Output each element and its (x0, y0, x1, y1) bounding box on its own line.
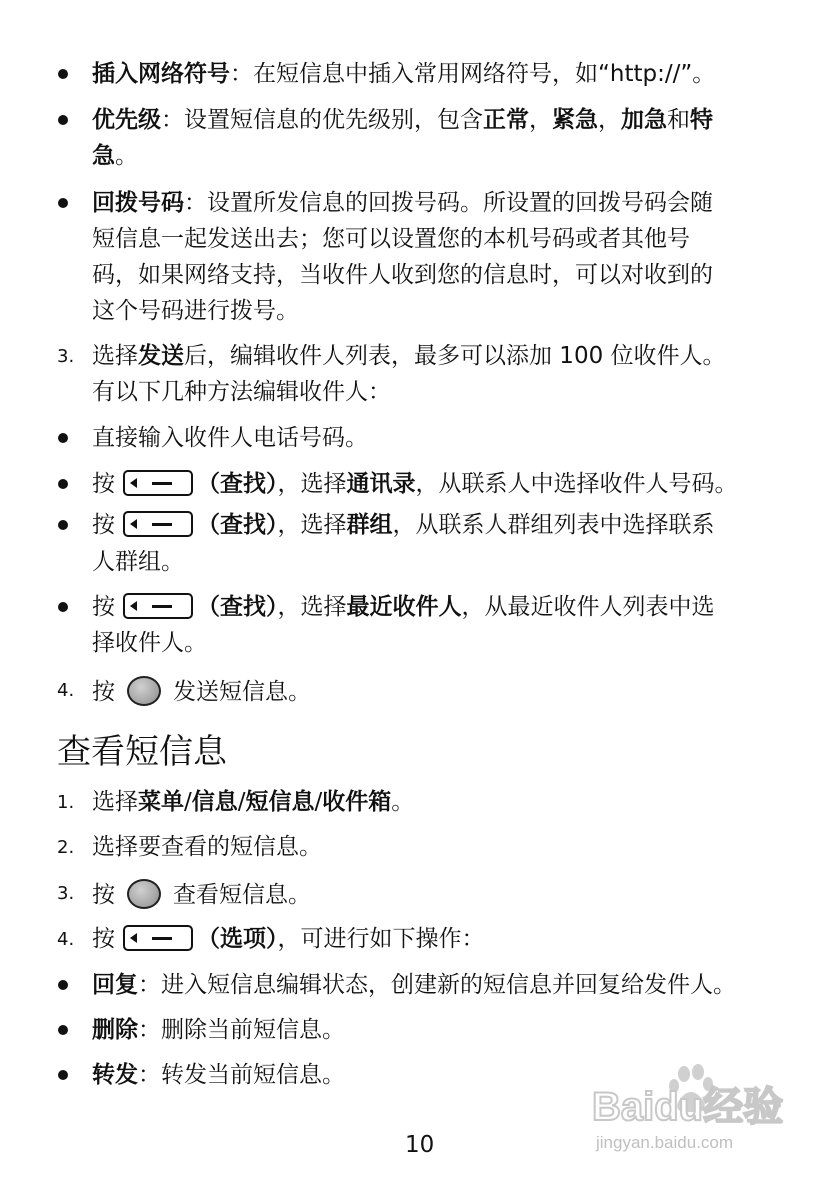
term-find: （查找） (197, 594, 278, 620)
term-priority: 优先级 (92, 107, 161, 133)
step-number: 4. (57, 680, 75, 701)
sep: ， (598, 107, 621, 133)
op-forward (92, 1061, 345, 1089)
arrow-left-icon (130, 933, 137, 943)
watermark-url: jingyan.baidu.com (596, 1133, 734, 1152)
term-special: 特 (690, 107, 713, 133)
desc-callback-l1: ：设置所发信息的回拨号码。所设置的回拨号码会随 (184, 190, 713, 216)
ok-key-icon (127, 879, 161, 909)
desc-view: 查看短信息。 (173, 882, 311, 908)
term-sms: 短信息 (245, 789, 315, 815)
desc-groups: ，从联系人群组列表中选择联系 (392, 512, 715, 538)
bullet-icon (58, 69, 68, 79)
desc-callback-l2: 短信息一起发送出去；您可以设置您的本机号码或者其他号 (92, 226, 690, 252)
step-number: 3. (57, 346, 75, 367)
term-info: 信息 (191, 789, 238, 815)
left-softkey-icon (123, 511, 193, 537)
bullet-icon (58, 115, 68, 125)
desc-recent: ，从最近收件人列表中选 (461, 594, 715, 620)
slash: / (237, 789, 246, 815)
term-add-urgent: 加急 (621, 107, 667, 133)
step3-post: 后，编辑收件人列表，最多可以添加 100 位收件人。 (184, 343, 726, 369)
step-number: 2. (57, 837, 75, 858)
step-number: 4. (57, 929, 75, 950)
term-delete: 删除 (92, 1017, 138, 1043)
conj: 和 (667, 107, 690, 133)
view-step4 (92, 925, 485, 953)
watermark-brand: Baidu经验 (592, 1085, 784, 1129)
bullet-icon (58, 980, 68, 990)
select-label: ，选择 (277, 471, 347, 497)
term-send: 发送 (138, 343, 184, 369)
bullet-icon (58, 479, 68, 489)
desc-contacts: ，从联系人中选择收件人号码。 (415, 471, 738, 497)
term-contacts: 通讯录 (346, 471, 416, 497)
term-forward: 转发 (92, 1062, 138, 1088)
step4-send-line (92, 676, 311, 706)
term-recent: 最近收件人 (346, 594, 462, 620)
op-delete (92, 1016, 345, 1044)
item-direct: 直接输入收件人电话号码。 (92, 425, 368, 451)
term-insert-net: 插入网络符号 (92, 61, 230, 87)
desc-recent-l2: 择收件人。 (92, 630, 207, 656)
item-contacts (92, 470, 738, 498)
press-label: 按 (92, 882, 115, 908)
term-menu: 菜单 (138, 789, 184, 815)
bullet-icon (58, 1025, 68, 1035)
page-number: 10 (405, 1132, 435, 1158)
bullet-icon (58, 602, 68, 612)
press-label: 按 (92, 512, 115, 538)
desc-send: 发送短信息。 (173, 679, 311, 705)
term-urgent: 紧急 (552, 107, 598, 133)
term-find: （查找） (197, 512, 278, 538)
select-label: 选择 (92, 789, 138, 815)
item-priority (92, 106, 713, 134)
term-groups: 群组 (346, 512, 393, 538)
term-callback: 回拨号码 (92, 190, 184, 216)
desc-delete: ：删除当前短信息。 (138, 1017, 345, 1043)
dash-icon (152, 937, 172, 940)
left-softkey-icon (123, 470, 193, 496)
press-label: 按 (92, 679, 115, 705)
dash-icon (152, 605, 172, 608)
term-inbox: 收件箱 (322, 789, 392, 815)
step3-pre: 选择 (92, 343, 138, 369)
ok-key-icon (127, 676, 161, 706)
view-step3 (92, 879, 311, 909)
item-callback (92, 189, 713, 217)
press-label: 按 (92, 594, 115, 620)
dash-icon (152, 482, 172, 485)
slash: / (184, 789, 192, 815)
term-special-cont: 急 (92, 143, 115, 169)
section-title: 查看短信息 (57, 732, 227, 772)
desc-forward: ：转发当前短信息。 (138, 1062, 345, 1088)
press-label: 按 (92, 926, 115, 952)
step3-line2: 有以下几种方法编辑收件人： (92, 379, 391, 405)
period: 。 (115, 143, 138, 169)
term-find: （查找） (197, 471, 278, 497)
item-recent (92, 593, 715, 621)
desc-callback-l3: 码，如果网络支持，当收件人收到您的信息时，可以对收到的 (92, 262, 713, 288)
bullet-icon (58, 198, 68, 208)
select-label: ，选择 (277, 594, 347, 620)
arrow-left-icon (130, 519, 137, 529)
desc-priority: ：设置短信息的优先级别，包含 (161, 107, 483, 133)
sep: ， (529, 107, 552, 133)
desc-options: ，可进行如下操作： (277, 926, 485, 952)
period: 。 (391, 789, 415, 815)
arrow-left-icon (130, 478, 137, 488)
left-softkey-icon (123, 925, 193, 951)
desc-reply: ：进入短信息编辑状态，创建新的短信息并回复给发件人。 (138, 972, 736, 998)
slash: / (314, 789, 323, 815)
item-priority-cont (92, 142, 138, 170)
term-reply: 回复 (92, 972, 138, 998)
bullet-icon (58, 433, 68, 443)
dash-icon (152, 523, 172, 526)
desc-insert-net: ：在短信息中插入常用网络符号，如“http://”。 (230, 61, 716, 87)
term-options: （选项） (197, 926, 278, 952)
select-label: ，选择 (277, 512, 347, 538)
step-number: 3. (57, 883, 75, 904)
item-insert-net (92, 60, 715, 88)
view-step2: 选择要查看的短信息。 (92, 834, 322, 860)
desc-groups-l2: 人群组。 (92, 549, 184, 575)
press-label: 按 (92, 471, 115, 497)
desc-callback-l4: 这个号码进行拨号。 (92, 298, 299, 324)
bullet-icon (58, 1070, 68, 1080)
item-groups (92, 511, 715, 539)
arrow-left-icon (130, 601, 137, 611)
bullet-icon (58, 520, 68, 530)
term-normal: 正常 (483, 107, 529, 133)
baidu-watermark-logo (592, 1062, 792, 1162)
left-softkey-icon (123, 593, 193, 619)
op-reply (92, 971, 736, 999)
step3-line1 (92, 342, 726, 370)
step-number: 1. (57, 792, 75, 813)
view-step1 (92, 788, 414, 816)
